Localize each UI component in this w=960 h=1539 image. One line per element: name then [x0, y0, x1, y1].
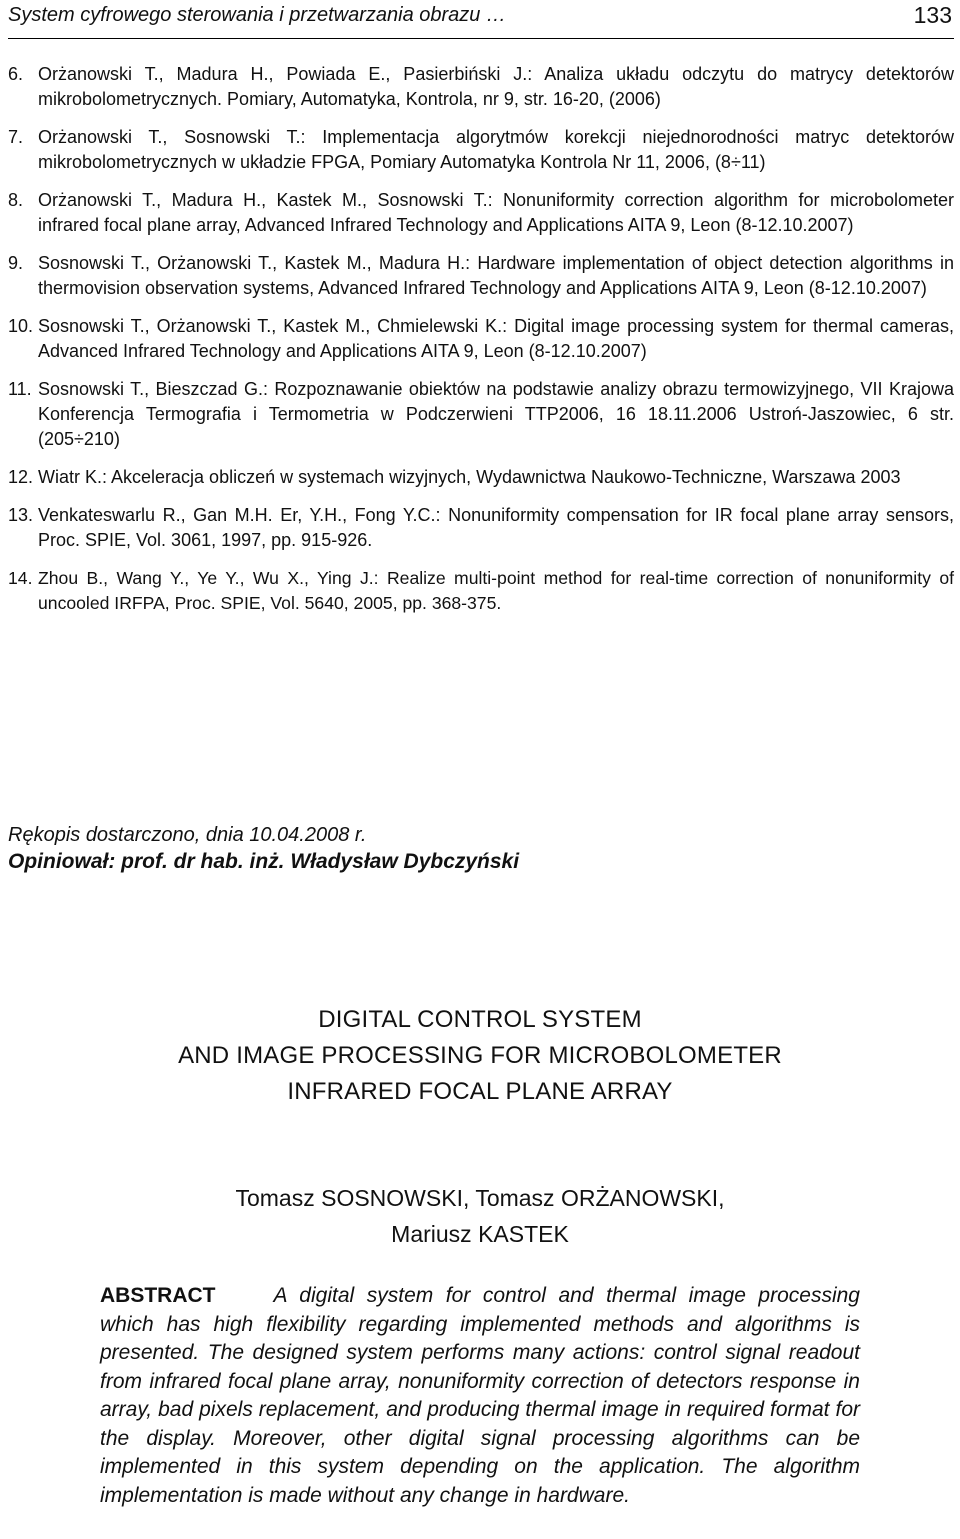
- reviewer-line: Opiniował: prof. dr hab. inż. Władysław Dybczyński: [8, 850, 520, 873]
- reference-item: [8, 188, 954, 238]
- reference-item: [8, 251, 954, 301]
- reference-item: [8, 566, 954, 616]
- manuscript-notes: [8, 822, 908, 876]
- author-line: Tomasz SOSNOWSKI, Tomasz ORŻANOWSKI,: [235, 1185, 725, 1211]
- reference-number: 6.: [8, 64, 24, 84]
- english-title-line: AND IMAGE PROCESSING FOR MICROBOLOMETER: [178, 1042, 782, 1069]
- reference-number: 13.: [8, 505, 34, 525]
- reference-item: [8, 465, 954, 490]
- reference-number: 8.: [8, 190, 24, 210]
- reference-text: Sosnowski T., Orżanowski T., Kastek M., Madura H.: Hardware implementation of object detection algorithms in thermovision observation systems, Advanced Infrared Technology and Applications AITA 9, Leon (8-12.10.2007): [38, 253, 954, 298]
- reference-text: Zhou B., Wang Y., Ye Y., Wu X., Ying J.: Realize multi-point method for real-time correction of nonuniformity of uncooled IRFPA, Proc. SPIE, Vol. 5640, 2005, pp. 368-375.: [38, 568, 954, 613]
- reference-number: 7.: [8, 127, 24, 147]
- english-title-line: DIGITAL CONTROL SYSTEM: [318, 1006, 642, 1033]
- received-date: Rękopis dostarczono, dnia 10.04.2008 r.: [8, 824, 367, 846]
- reference-item: [8, 125, 954, 175]
- reference-text: Orżanowski T., Madura H., Powiada E., Pasierbiński J.: Analiza układu odczytu do matrycy detektorów mikrobolometrycznych. Pomiary, Automatyka, Kontrola, nr 9, str. 16-20, (2006): [38, 64, 954, 109]
- reference-number: 10.: [8, 316, 34, 336]
- reference-text: Orżanowski T., Sosnowski T.: Implementacja algorytmów korekcji niejednorodności matryc detektorów mikrobolometrycznych w układzie FPGA, Pomiary Automatyka Kontrola Nr 11, 2006, (8÷11): [38, 127, 954, 172]
- english-title-line: INFRARED FOCAL PLANE ARRAY: [287, 1078, 673, 1105]
- reference-item: [8, 314, 954, 364]
- author-line: Mariusz KASTEK: [391, 1221, 569, 1247]
- author-list: [80, 1180, 880, 1252]
- reference-number: 14.: [8, 568, 33, 588]
- abstract-label: ABSTRACT: [100, 1284, 216, 1307]
- reference-text: Sosnowski T., Bieszczad G.: Rozpoznawanie obiektów na podstawie analizy obrazu termowizyjnego, VII Krajowa Konferencja Termografia i Termometria w Podczerwieni TTP2006, 16 18.11.2006 Ustroń-Jaszowiec, 6 str. (205÷210): [38, 379, 954, 449]
- reference-number: 9.: [8, 253, 24, 273]
- reference-list: [8, 62, 954, 616]
- reference-text: Venkateswarlu R., Gan M.H. Er, Y.H., Fong Y.C.: Nonuniformity compensation for IR focal plane array sensors, Proc. SPIE, Vol. 3061, 1997, pp. 915-926.: [38, 505, 954, 550]
- running-header: [8, 0, 954, 39]
- running-title: System cyfrowego sterowania i przetwarzania obrazu …: [8, 4, 506, 26]
- reference-item: [8, 62, 954, 112]
- reference-number: 12.: [8, 467, 34, 487]
- reference-item: [8, 377, 954, 452]
- reference-item: [8, 503, 954, 553]
- reference-text: Sosnowski T., Orżanowski T., Kastek M., Chmielewski K.: Digital image processing system for thermal cameras, Advanced Infrared Technology and Applications AITA 9, Leon (8-12.10.2007): [38, 316, 954, 361]
- abstract: [100, 1282, 860, 1510]
- abstract-text: A digital system for control and thermal image processing which has high flexibility regarding implemented methods and algorithms is presented. The designed system performs many actions: control signal readout from infrared focal plane array, nonuniformity correction of detectors response in array, bad pixels replacement, and producing thermal image in required format for the display. Moreover, other digital signal processing algorithms can be implemented in this system depending on the application. The algorithm implementation is made without any change in hardware.: [100, 1284, 860, 1507]
- page-number: 133: [913, 2, 952, 28]
- reference-text: Wiatr K.: Akceleracja obliczeń w systemach wizyjnych, Wydawnictwa Naukowo-Techniczne, Warszawa 2003: [38, 467, 901, 487]
- english-title: [80, 1002, 880, 1110]
- reference-text: Orżanowski T., Madura H., Kastek M., Sosnowski T.: Nonuniformity correction algorithm for microbolometer infrared focal plane array, Advanced Infrared Technology and Applications AITA 9, Leon (8-12.10.2007): [38, 190, 954, 235]
- reference-number: 11.: [8, 379, 32, 399]
